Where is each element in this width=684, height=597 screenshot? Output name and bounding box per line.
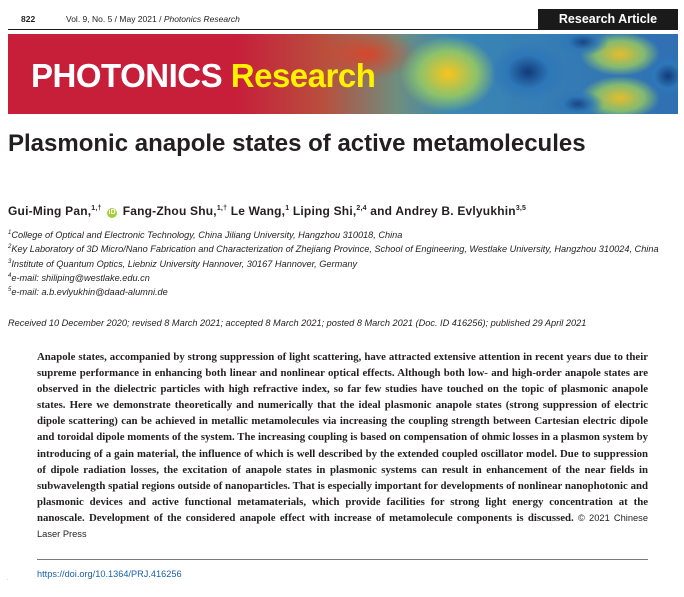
affiliation-marker: 1 <box>8 230 12 236</box>
affiliation-text: College of Optical and Electronic Technology, China Jiliang University, Hangzhou 310018, China <box>11 230 403 241</box>
running-header <box>8 9 678 29</box>
journal-name: Photonics Research <box>163 14 240 24</box>
publication-history: Received 10 December 2020; revised 8 March 2021; accepted 8 March 2021; posted 8 March 2021 (Doc. ID 416256); published 29 April 2021 <box>8 318 587 328</box>
watermark: · <box>6 574 11 585</box>
orcid-icon[interactable]: iD <box>108 209 116 216</box>
affiliation-1 <box>8 227 678 241</box>
brand-photonics: PHOTONICS <box>31 57 231 94</box>
copyright-notice: © 2021 Chinese Laser Press <box>37 512 649 540</box>
affiliation-marker: 4 <box>8 272 12 279</box>
email-1 <box>8 270 678 284</box>
article-title: Plasmonic anapole states of active metamolecules <box>8 130 586 157</box>
abstract-rule <box>37 559 648 560</box>
abstract <box>37 349 648 542</box>
email-text[interactable]: e-mail: a.b.evlyukhin@daad-alumni.de <box>11 287 168 298</box>
email-2 <box>8 284 678 298</box>
author-1: Gui-Ming Pan, <box>8 204 92 218</box>
header-rule <box>8 29 678 30</box>
author-5: Andrey B. Evlyukhin <box>395 204 516 218</box>
abstract-text: Anapole states, accompanied by strong suppression of light scattering, have attracted extensive attention in recent years due to their supreme performance in enhancing both linear and nonlinear optical effects. Although both low- and high-order anapole states are observed in the dielectric particles with high refractive index, so far few studies have touched on the topic of plasmonic anapole states. Here we demonstrate theoretically and numerically that the ideal plasmonic anapole states (strong suppression of electric dipole scattering) can be achieved in metallic metamolecules via increasing the coupling strength between Cartesian electric dipole and toroidal dipole moments of the system. The increasing coupling is based on compensation of ohmic losses in a plasmon system by introducing of a gain material, the influence of which is well described by the extended coupled oscillator model. Due to suppression of dipole radiation losses, the excitation of anapole states in plasmonic systems can result in enhancement of the near fields in subwavelength spatial regions outside of nanoparticles. That is especially important for developments of nonlinear nanophotonic and plasmonic devices and active functional metamaterials, which provide facilities for strong light energy concentration at the nanoscale. Development of the considered anapole effect with increase of metamolecule components is discussed. <box>37 351 648 524</box>
volume-text: Vol. 9, No. 5 / May 2021 / <box>66 14 164 24</box>
author-list <box>8 204 526 218</box>
author-3: Le Wang, <box>230 204 286 218</box>
affiliations <box>8 227 678 298</box>
affiliation-3 <box>8 256 678 270</box>
author-2-affil: 1,† <box>216 205 228 212</box>
journal-banner <box>8 34 678 114</box>
affiliation-marker: 3 <box>8 258 12 265</box>
author-4-affil: 2,4 <box>356 205 367 212</box>
author-5-affil: 3,5 <box>515 205 527 212</box>
volume-info <box>66 14 240 24</box>
author-1-affil: 1,† <box>91 205 102 212</box>
affiliation-text: Key Laboratory of 3D Micro/Nano Fabrication and Characterization of Zhejiang Province, School of Engineering, Westlake University, Hangzhou 310024, China <box>11 244 659 255</box>
author-3-affil: 1 <box>285 205 290 212</box>
article-type-badge: Research Article <box>538 9 678 29</box>
affiliation-2 <box>8 241 678 255</box>
journal-brand-logo <box>31 57 375 95</box>
author-2: Fang-Zhou Shu, <box>122 204 217 218</box>
affiliation-marker: 5 <box>8 287 12 294</box>
author-conjunction: and <box>370 204 393 218</box>
page-number: 822 <box>21 14 36 24</box>
author-4: Liping Shi, <box>292 204 357 218</box>
brand-research: Research <box>230 57 376 94</box>
email-text[interactable]: e-mail: shiliping@westlake.edu.cn <box>11 272 150 283</box>
affiliation-marker: 2 <box>8 244 12 251</box>
affiliation-text: Institute of Quantum Optics, Liebniz University Hannover, 30167 Hannover, Germany <box>11 258 358 269</box>
doi-link[interactable]: https://doi.org/10.1364/PRJ.416256 <box>37 569 182 579</box>
